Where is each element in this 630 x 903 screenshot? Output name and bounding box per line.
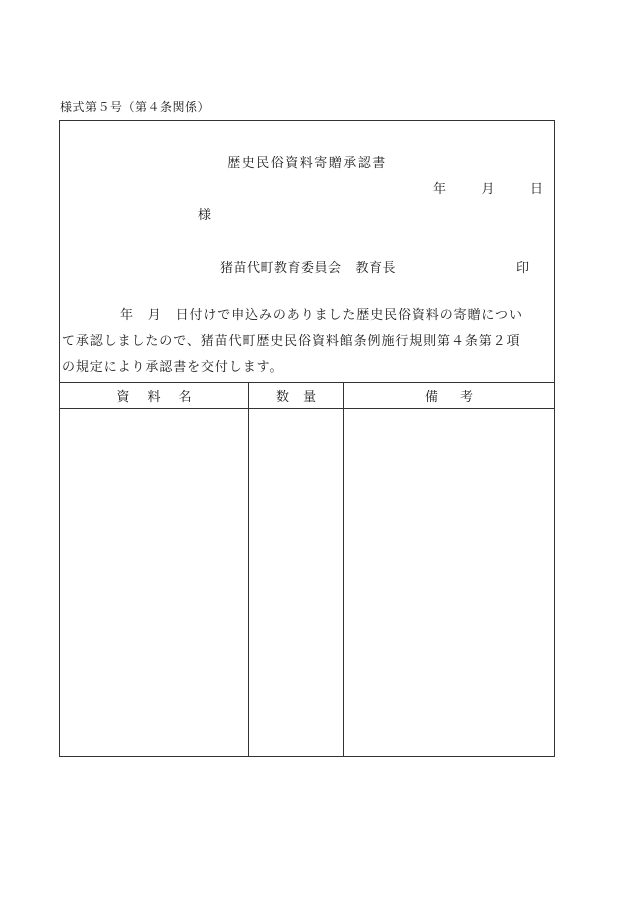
recipient-suffix: 様 [198, 208, 212, 223]
certificate-frame [59, 120, 555, 757]
issuer-title: 教育長 [355, 261, 397, 276]
form-number: 様式第５号（第４条関係） [60, 100, 211, 114]
year-label: 年 [433, 182, 447, 197]
item-name-cell [60, 409, 249, 756]
table-header-row [60, 383, 554, 409]
remarks-cell [344, 409, 554, 756]
items-table [60, 382, 554, 756]
seal-mark: 印 [516, 261, 530, 276]
body-line-1: 年 月 日付けで申込みのありました歴史民俗資料の寄贈につい [120, 308, 523, 323]
column-header-quantity: 数量 [249, 383, 344, 408]
issuer-name: 猪苗代町教育委員会 [220, 261, 342, 276]
column-header-remarks: 備考 [424, 390, 495, 405]
day-label: 日 [529, 182, 543, 197]
table-row [60, 409, 554, 756]
body-line-3: の規定により承認書を交付します。 [62, 360, 284, 375]
body-line-2: て承認しましたので、猪苗代町歴史民俗資料館条例施行規則第４条第２項 [62, 334, 521, 349]
column-header-item-name: 資料名 [60, 383, 249, 408]
issuer-line [220, 257, 396, 276]
body-text [62, 303, 552, 381]
date-line [433, 178, 543, 197]
quantity-cell [249, 409, 344, 756]
month-label: 月 [481, 182, 495, 197]
document-title: 歴史民俗資料寄贈承認書 [227, 156, 387, 171]
